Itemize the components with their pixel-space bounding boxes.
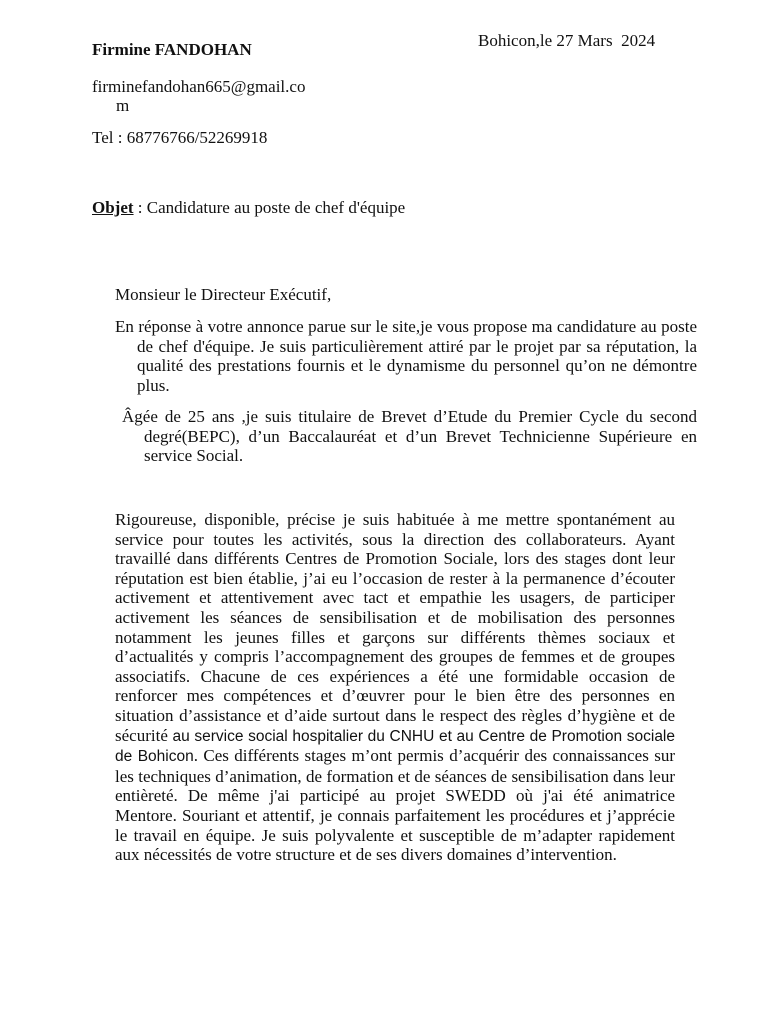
salutation: Monsieur le Directeur Exécutif,	[115, 285, 332, 304]
subject-label: Objet	[92, 198, 134, 217]
letter-date: Bohicon,le 27 Mars 2024	[478, 31, 656, 50]
sender-email-line2: m	[116, 96, 130, 115]
paragraph-experience-part3: . Ces différents stages m’ont permis d’acquérir des connaissances sur les techniques d’animation, de formation et de séances de sensibilisation dans leur entièreté. De même j'ai participé au projet SWEDD où j'ai été animatrice Mentore. Souriant et attentif, je connais parfaitement les procédures et j’apprécie le travail en équipe. Je suis polyvalente et susceptible de m’adapter rapidement aux nécessités de votre structure et de ses divers domaines d’intervention.	[115, 746, 675, 865]
sender-name: Firmine FANDOHAN	[92, 40, 252, 59]
paragraph-experience	[115, 510, 675, 865]
sender-phone: Tel : 68776766/52269918	[92, 128, 268, 147]
paragraph-intro: En réponse à votre annonce parue sur le site,je vous propose ma candidature au poste de chef d'équipe. Je suis particulièrement attiré par le projet par sa réputation, la qualité des prestations fournis et le dynamisme du personnel qu’on ne démontre plus.	[115, 317, 697, 395]
sender-email-line1: firminefandohan665@gmail.co	[92, 77, 306, 96]
paragraph-experience-highlight: au service social hospitalier du CNHU et au Centre de Promotion sociale de Bohicon	[115, 727, 676, 766]
paragraph-experience-part1: Rigoureuse, disponible, précise je suis habituée à me mettre spontanément au service pour toutes les activités, sous la direction des collaborateurs. Ayant travaillé dans différents Centres de Promotion Sociale, lors des stages dont leur réputation est bien établie, j’ai eu l’occasion de rester à la permanence d’écouter activement et attentivement avec tact et empathie les usagers, de participer activement les séances de sensibilisation et de mobilisation des personnes notamment les jeunes filles et garçons sur différents thèmes sociaux et d’actualités y compris l’accompagnement des groupes de femmes et de groupes associatifs. Chacune de ces expériences a été une formidable occasion de renforcer mes compétences et d’œuvrer pour le bien être des personnes en situation d’assistance et d’aide surtout dans le respect des règles d’hygiène et de sécurité	[115, 510, 675, 745]
subject-text: : Candidature au poste de chef d'équipe	[133, 198, 406, 217]
sender-email	[92, 77, 332, 115]
subject-line	[92, 198, 405, 218]
paragraph-qualifications: Âgée de 25 ans ,je suis titulaire de Brevet d’Etude du Premier Cycle du second degré(BEPC), d’un Baccalauréat et d’un Brevet Technicienne Supérieure en service Social.	[122, 407, 697, 466]
